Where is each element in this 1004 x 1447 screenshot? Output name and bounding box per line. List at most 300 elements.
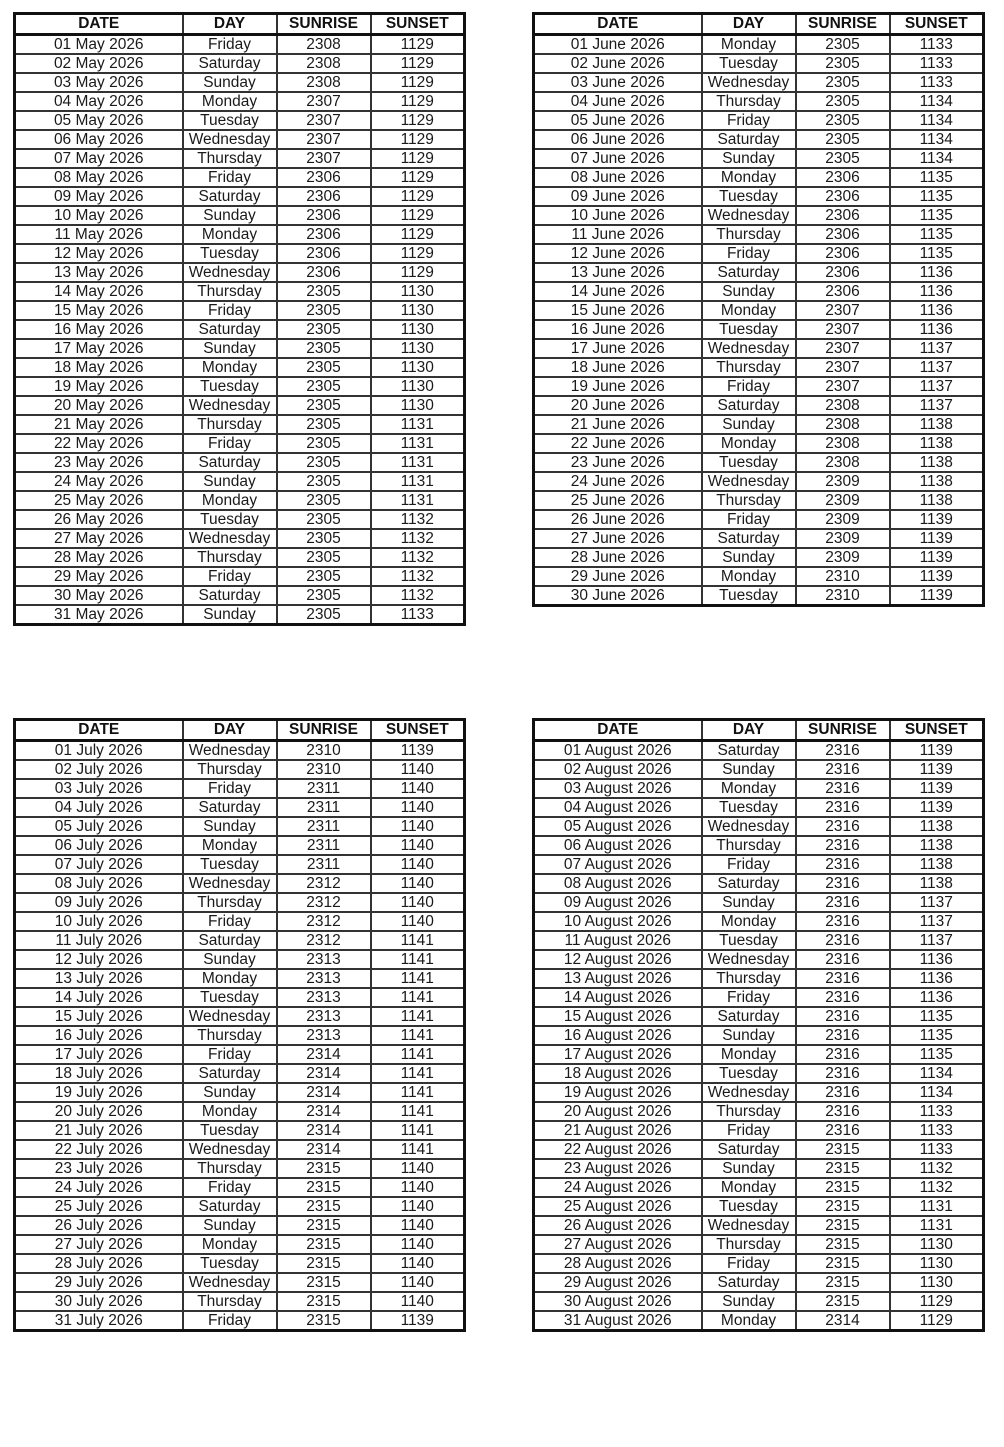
table-june-2026 [532, 12, 985, 607]
cell-date: 02 May 2026 [15, 54, 183, 73]
cell-date: 04 August 2026 [534, 798, 702, 817]
cell-sunrise: 2316 [796, 931, 890, 950]
table-row [534, 73, 984, 92]
cell-date: 30 August 2026 [534, 1292, 702, 1311]
table-row [534, 1083, 984, 1102]
cell-sunset: 1129 [890, 1292, 984, 1311]
cell-sunset: 1133 [890, 1102, 984, 1121]
cell-sunset: 1141 [371, 1045, 465, 1064]
cell-sunset: 1139 [371, 741, 465, 761]
cell-sunrise: 2305 [277, 358, 371, 377]
cell-date: 12 June 2026 [534, 244, 702, 263]
cell-sunrise: 2314 [796, 1311, 890, 1331]
cell-day: Tuesday [183, 1254, 277, 1273]
cell-date: 19 June 2026 [534, 377, 702, 396]
cell-sunset: 1134 [890, 130, 984, 149]
cell-sunset: 1132 [371, 586, 465, 605]
table-row [15, 1045, 465, 1064]
cell-day: Thursday [183, 282, 277, 301]
cell-sunrise: 2315 [796, 1292, 890, 1311]
cell-sunset: 1132 [371, 548, 465, 567]
table-row [534, 54, 984, 73]
cell-day: Friday [702, 510, 796, 529]
cell-sunset: 1138 [890, 453, 984, 472]
cell-day: Tuesday [183, 244, 277, 263]
cell-date: 11 June 2026 [534, 225, 702, 244]
cell-date: 18 May 2026 [15, 358, 183, 377]
cell-day: Tuesday [183, 855, 277, 874]
cell-date: 05 May 2026 [15, 111, 183, 130]
cell-day: Thursday [183, 1159, 277, 1178]
cell-sunrise: 2305 [796, 149, 890, 168]
cell-date: 19 August 2026 [534, 1083, 702, 1102]
cell-day: Wednesday [183, 1273, 277, 1292]
cell-date: 21 August 2026 [534, 1121, 702, 1140]
cell-date: 05 August 2026 [534, 817, 702, 836]
cell-sunset: 1130 [371, 320, 465, 339]
cell-date: 19 May 2026 [15, 377, 183, 396]
cell-date: 15 May 2026 [15, 301, 183, 320]
table-row [15, 1178, 465, 1197]
cell-sunset: 1137 [890, 339, 984, 358]
cell-date: 28 August 2026 [534, 1254, 702, 1273]
cell-sunrise: 2305 [796, 111, 890, 130]
cell-date: 01 July 2026 [15, 741, 183, 761]
cell-sunrise: 2316 [796, 1045, 890, 1064]
header-sunset: SUNSET [890, 720, 984, 741]
cell-date: 25 August 2026 [534, 1197, 702, 1216]
table-row [534, 149, 984, 168]
table-row [534, 187, 984, 206]
cell-sunrise: 2312 [277, 912, 371, 931]
table-row [534, 741, 984, 761]
cell-date: 01 June 2026 [534, 35, 702, 55]
cell-day: Sunday [702, 415, 796, 434]
table-row [15, 874, 465, 893]
cell-day: Saturday [183, 320, 277, 339]
cell-sunset: 1129 [371, 92, 465, 111]
cell-sunset: 1136 [890, 320, 984, 339]
table-body [15, 741, 465, 1331]
cell-sunrise: 2311 [277, 779, 371, 798]
table-row [534, 396, 984, 415]
cell-date: 09 July 2026 [15, 893, 183, 912]
cell-sunrise: 2305 [277, 434, 371, 453]
cell-sunset: 1135 [890, 206, 984, 225]
cell-day: Wednesday [702, 206, 796, 225]
cell-sunrise: 2305 [796, 35, 890, 55]
cell-sunset: 1133 [890, 1140, 984, 1159]
cell-day: Monday [702, 912, 796, 931]
cell-sunset: 1140 [371, 1273, 465, 1292]
table-row [15, 836, 465, 855]
table-row [15, 472, 465, 491]
cell-day: Thursday [183, 149, 277, 168]
cell-sunrise: 2305 [277, 339, 371, 358]
cell-date: 08 July 2026 [15, 874, 183, 893]
cell-date: 28 June 2026 [534, 548, 702, 567]
cell-day: Monday [183, 1235, 277, 1254]
table-row [534, 225, 984, 244]
table-row [534, 111, 984, 130]
table-row [15, 301, 465, 320]
cell-sunset: 1136 [890, 263, 984, 282]
cell-date: 09 August 2026 [534, 893, 702, 912]
cell-day: Saturday [183, 1064, 277, 1083]
cell-sunset: 1138 [890, 415, 984, 434]
cell-sunrise: 2306 [796, 244, 890, 263]
cell-sunrise: 2315 [277, 1235, 371, 1254]
cell-day: Monday [183, 491, 277, 510]
cell-date: 07 June 2026 [534, 149, 702, 168]
cell-sunset: 1141 [371, 1007, 465, 1026]
cell-date: 06 June 2026 [534, 130, 702, 149]
cell-sunset: 1129 [371, 187, 465, 206]
cell-sunrise: 2315 [796, 1273, 890, 1292]
cell-day: Saturday [702, 741, 796, 761]
cell-sunrise: 2306 [277, 206, 371, 225]
cell-sunset: 1138 [890, 491, 984, 510]
cell-sunrise: 2309 [796, 510, 890, 529]
table-row [534, 434, 984, 453]
table-row [534, 529, 984, 548]
table-row [15, 54, 465, 73]
table-row [15, 244, 465, 263]
cell-sunset: 1129 [371, 225, 465, 244]
cell-sunset: 1131 [890, 1197, 984, 1216]
cell-sunset: 1130 [890, 1273, 984, 1292]
cell-date: 14 June 2026 [534, 282, 702, 301]
header-day: DAY [702, 14, 796, 35]
cell-sunrise: 2311 [277, 817, 371, 836]
cell-day: Friday [702, 855, 796, 874]
cell-sunrise: 2315 [796, 1254, 890, 1273]
cell-date: 04 June 2026 [534, 92, 702, 111]
cell-day: Saturday [183, 453, 277, 472]
cell-sunset: 1140 [371, 1178, 465, 1197]
cell-sunrise: 2305 [277, 320, 371, 339]
cell-date: 05 July 2026 [15, 817, 183, 836]
table-row [534, 320, 984, 339]
cell-sunset: 1137 [890, 377, 984, 396]
header-date: DATE [534, 720, 702, 741]
cell-sunset: 1136 [890, 301, 984, 320]
header-sunrise: SUNRISE [796, 720, 890, 741]
cell-day: Saturday [183, 1197, 277, 1216]
cell-day: Monday [702, 168, 796, 187]
table-row [534, 1216, 984, 1235]
cell-date: 13 June 2026 [534, 263, 702, 282]
table-row [534, 244, 984, 263]
cell-sunrise: 2315 [796, 1159, 890, 1178]
cell-date: 06 May 2026 [15, 130, 183, 149]
cell-date: 25 July 2026 [15, 1197, 183, 1216]
cell-sunset: 1139 [890, 741, 984, 761]
table-row [534, 893, 984, 912]
cell-date: 01 May 2026 [15, 35, 183, 55]
table-row [15, 893, 465, 912]
cell-day: Thursday [702, 1235, 796, 1254]
cell-date: 17 May 2026 [15, 339, 183, 358]
cell-day: Wednesday [183, 396, 277, 415]
table-body [15, 35, 465, 625]
cell-sunrise: 2305 [796, 73, 890, 92]
table-row [534, 760, 984, 779]
cell-date: 14 May 2026 [15, 282, 183, 301]
cell-sunrise: 2307 [796, 377, 890, 396]
cell-sunrise: 2306 [796, 282, 890, 301]
cell-sunset: 1138 [890, 817, 984, 836]
cell-sunset: 1137 [890, 912, 984, 931]
cell-sunset: 1137 [890, 358, 984, 377]
cell-day: Friday [183, 912, 277, 931]
cell-day: Saturday [702, 263, 796, 282]
cell-date: 31 July 2026 [15, 1311, 183, 1331]
table-row [534, 779, 984, 798]
table-row [15, 1159, 465, 1178]
cell-date: 21 July 2026 [15, 1121, 183, 1140]
cell-day: Friday [183, 35, 277, 55]
table-row [15, 282, 465, 301]
cell-sunset: 1129 [371, 244, 465, 263]
cell-day: Tuesday [702, 1064, 796, 1083]
table-row [15, 1197, 465, 1216]
cell-date: 20 June 2026 [534, 396, 702, 415]
cell-day: Saturday [183, 54, 277, 73]
cell-sunset: 1135 [890, 225, 984, 244]
cell-day: Thursday [183, 415, 277, 434]
table-row [534, 1140, 984, 1159]
cell-day: Tuesday [702, 54, 796, 73]
cell-sunrise: 2305 [277, 396, 371, 415]
table-row [534, 548, 984, 567]
table-row [534, 912, 984, 931]
cell-sunset: 1139 [890, 548, 984, 567]
table-row [15, 779, 465, 798]
cell-sunrise: 2314 [277, 1083, 371, 1102]
cell-sunset: 1130 [371, 377, 465, 396]
cell-date: 18 July 2026 [15, 1064, 183, 1083]
cell-date: 30 June 2026 [534, 586, 702, 606]
cell-sunset: 1139 [890, 510, 984, 529]
cell-sunrise: 2305 [277, 453, 371, 472]
table-row [534, 1254, 984, 1273]
table-row [15, 263, 465, 282]
cell-sunset: 1139 [890, 586, 984, 606]
table-row [15, 434, 465, 453]
cell-date: 07 July 2026 [15, 855, 183, 874]
cell-sunrise: 2306 [796, 206, 890, 225]
cell-day: Wednesday [183, 130, 277, 149]
cell-sunset: 1141 [371, 1083, 465, 1102]
cell-day: Saturday [702, 396, 796, 415]
cell-sunrise: 2305 [277, 567, 371, 586]
table-row [15, 1121, 465, 1140]
cell-day: Monday [702, 301, 796, 320]
cell-date: 05 June 2026 [534, 111, 702, 130]
table-row [534, 358, 984, 377]
cell-sunset: 1132 [890, 1178, 984, 1197]
cell-sunset: 1130 [371, 358, 465, 377]
cell-date: 16 July 2026 [15, 1026, 183, 1045]
cell-day: Thursday [702, 491, 796, 510]
cell-sunrise: 2305 [277, 605, 371, 625]
table-row [15, 1254, 465, 1273]
table-row [15, 1292, 465, 1311]
cell-date: 24 May 2026 [15, 472, 183, 491]
cell-day: Tuesday [702, 320, 796, 339]
cell-sunrise: 2305 [277, 415, 371, 434]
table-row [534, 339, 984, 358]
cell-sunset: 1132 [371, 567, 465, 586]
cell-sunrise: 2308 [796, 415, 890, 434]
cell-date: 15 July 2026 [15, 1007, 183, 1026]
table-row [534, 931, 984, 950]
cell-date: 27 August 2026 [534, 1235, 702, 1254]
cell-sunset: 1141 [371, 969, 465, 988]
table-row [534, 1273, 984, 1292]
cell-sunset: 1134 [890, 92, 984, 111]
cell-date: 24 June 2026 [534, 472, 702, 491]
cell-day: Tuesday [702, 798, 796, 817]
cell-sunrise: 2315 [277, 1273, 371, 1292]
table-row [534, 1007, 984, 1026]
table-row [534, 1064, 984, 1083]
table-row [534, 586, 984, 606]
cell-sunset: 1137 [890, 396, 984, 415]
cell-sunrise: 2316 [796, 969, 890, 988]
table-may-2026 [13, 12, 466, 626]
header-day: DAY [702, 720, 796, 741]
table-row [534, 1102, 984, 1121]
cell-sunrise: 2305 [277, 491, 371, 510]
table-row [15, 73, 465, 92]
table-august-2026 [532, 718, 985, 1332]
cell-day: Monday [183, 358, 277, 377]
table-row [534, 1311, 984, 1331]
cell-date: 08 June 2026 [534, 168, 702, 187]
cell-sunset: 1134 [890, 149, 984, 168]
cell-date: 12 July 2026 [15, 950, 183, 969]
cell-day: Monday [702, 567, 796, 586]
cell-day: Tuesday [702, 586, 796, 606]
cell-sunset: 1131 [371, 472, 465, 491]
cell-day: Saturday [183, 586, 277, 605]
header-sunrise: SUNRISE [277, 720, 371, 741]
cell-sunrise: 2305 [277, 548, 371, 567]
table-row [534, 874, 984, 893]
cell-date: 11 July 2026 [15, 931, 183, 950]
table-row [534, 301, 984, 320]
cell-date: 26 July 2026 [15, 1216, 183, 1235]
cell-date: 01 August 2026 [534, 741, 702, 761]
table-row [15, 1140, 465, 1159]
cell-sunset: 1129 [371, 111, 465, 130]
cell-date: 23 June 2026 [534, 453, 702, 472]
cell-sunrise: 2309 [796, 491, 890, 510]
cell-sunrise: 2306 [796, 187, 890, 206]
cell-day: Sunday [702, 760, 796, 779]
table-row [15, 605, 465, 625]
table-row [534, 1292, 984, 1311]
cell-sunset: 1140 [371, 1254, 465, 1273]
cell-sunset: 1141 [371, 1102, 465, 1121]
cell-sunrise: 2307 [277, 130, 371, 149]
cell-sunset: 1140 [371, 779, 465, 798]
cell-sunset: 1130 [890, 1235, 984, 1254]
cell-sunset: 1138 [890, 836, 984, 855]
cell-day: Tuesday [183, 111, 277, 130]
cell-sunset: 1140 [371, 836, 465, 855]
cell-date: 27 May 2026 [15, 529, 183, 548]
cell-day: Wednesday [702, 950, 796, 969]
cell-sunset: 1138 [890, 874, 984, 893]
cell-sunset: 1139 [890, 798, 984, 817]
cell-date: 06 August 2026 [534, 836, 702, 855]
cell-sunrise: 2306 [277, 244, 371, 263]
cell-day: Wednesday [183, 1007, 277, 1026]
cell-date: 29 June 2026 [534, 567, 702, 586]
table-row [534, 510, 984, 529]
cell-date: 25 May 2026 [15, 491, 183, 510]
table-row [15, 1026, 465, 1045]
cell-day: Tuesday [702, 931, 796, 950]
cell-sunset: 1129 [371, 130, 465, 149]
table-header [15, 720, 465, 741]
cell-day: Saturday [702, 1273, 796, 1292]
cell-sunset: 1135 [890, 1026, 984, 1045]
cell-sunrise: 2316 [796, 950, 890, 969]
cell-day: Tuesday [702, 187, 796, 206]
cell-sunset: 1129 [371, 54, 465, 73]
cell-sunrise: 2315 [277, 1159, 371, 1178]
table-row [15, 339, 465, 358]
cell-sunrise: 2305 [796, 92, 890, 111]
cell-sunset: 1129 [371, 168, 465, 187]
cell-sunrise: 2314 [277, 1045, 371, 1064]
cell-date: 06 July 2026 [15, 836, 183, 855]
cell-sunset: 1141 [371, 988, 465, 1007]
cell-date: 24 July 2026 [15, 1178, 183, 1197]
cell-day: Friday [702, 1121, 796, 1140]
cell-date: 21 June 2026 [534, 415, 702, 434]
cell-date: 10 August 2026 [534, 912, 702, 931]
cell-sunset: 1131 [371, 491, 465, 510]
table-row [534, 567, 984, 586]
cell-sunset: 1141 [371, 931, 465, 950]
table-row [534, 969, 984, 988]
cell-day: Friday [702, 1254, 796, 1273]
cell-sunset: 1130 [890, 1254, 984, 1273]
header-sunset: SUNSET [371, 720, 465, 741]
cell-date: 13 July 2026 [15, 969, 183, 988]
table-row [15, 206, 465, 225]
cell-sunrise: 2314 [277, 1102, 371, 1121]
cell-day: Wednesday [183, 263, 277, 282]
cell-sunset: 1135 [890, 1045, 984, 1064]
table-row [15, 510, 465, 529]
table-row [534, 950, 984, 969]
table-row [15, 149, 465, 168]
cell-sunset: 1132 [371, 529, 465, 548]
cell-sunset: 1140 [371, 798, 465, 817]
cell-sunset: 1130 [371, 396, 465, 415]
cell-sunset: 1129 [371, 149, 465, 168]
cell-day: Monday [183, 225, 277, 244]
cell-date: 22 June 2026 [534, 434, 702, 453]
cell-day: Thursday [702, 358, 796, 377]
cell-sunset: 1140 [371, 855, 465, 874]
